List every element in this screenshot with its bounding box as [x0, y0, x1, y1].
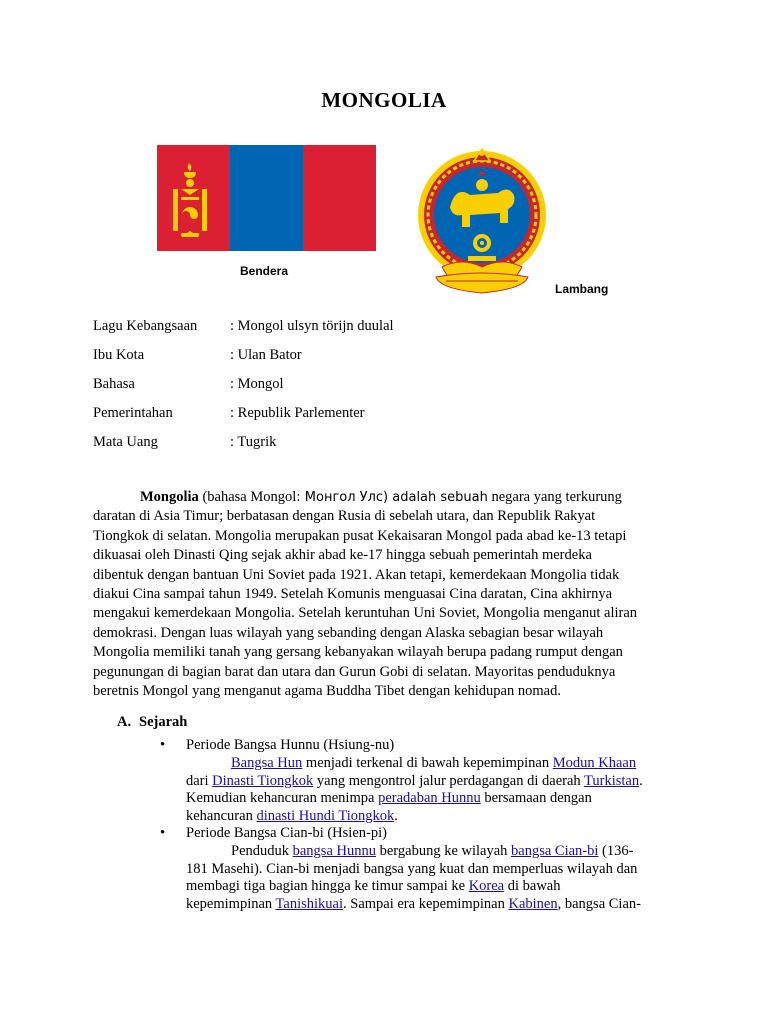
fact-value: : Mongol ulsyn törijn duulal — [230, 318, 394, 334]
bullet-icon: • — [160, 737, 166, 753]
link-tanishikuai[interactable]: Tanishikuai — [275, 896, 343, 913]
intro-text: negara yang terkurung — [491, 489, 622, 505]
link-bangsa-hunnu[interactable]: bangsa Hunnu — [292, 842, 376, 859]
link-korea[interactable]: Korea — [468, 878, 505, 895]
text: di bawah — [507, 878, 561, 895]
paragraph-line: Mongolia memiliki tanah yang gersang kebanyakan wilayah berupa padang rumput dengan — [93, 644, 623, 661]
text: kehancuran — [186, 808, 253, 825]
text: . — [639, 772, 643, 789]
paragraph-line: dikuasai oleh Dinasti Qing sejak akhir abad ke-17 hingga sebuah pemerintah merdeka — [93, 547, 592, 564]
link-kabinen[interactable]: Kabinen — [508, 896, 558, 913]
flag-center-band — [230, 145, 303, 251]
list-item-line — [186, 755, 676, 773]
list-item-line — [186, 808, 676, 826]
text: . — [394, 808, 398, 825]
paragraph-line: demokrasi. Dengan luas wilayah yang sebanding dengan Alaska sebagian besar wilayah — [93, 624, 604, 641]
fact-label: Bahasa — [93, 376, 135, 392]
text: Kemudian kehancuran menimpa — [186, 790, 375, 807]
paragraph-line: pegunungan di bagian barat dan utara dan Gurun Gobi di selatan. Mayoritas penduduknya — [93, 663, 616, 680]
link-peradaban-hunnu[interactable]: peradaban Hunnu — [378, 790, 481, 807]
mongolia-emblem-image — [412, 145, 552, 297]
paragraph-line: daratan di Asia Timur; berbatasan dengan Rusia di sebelah utara, dan Republik Rakyat — [93, 508, 596, 525]
link-bangsa-cian-bi[interactable]: bangsa Cian-bi — [511, 842, 599, 859]
intro-text-cyrillic: : Монгол Улс) adalah sebuah — [296, 490, 488, 505]
page-title: MONGOLIA — [321, 88, 447, 112]
fact-value: : Republik Parlementer — [230, 405, 365, 421]
text: bersamaan dengan — [484, 790, 592, 807]
fact-row-government — [93, 401, 394, 430]
section-number: A. — [117, 714, 132, 730]
link-turkistan[interactable]: Turkistan — [584, 772, 640, 789]
list-item-line: 181 Masehi). Cian-bi menjadi bangsa yang kuat dan memperluas wilayah dan — [186, 860, 638, 877]
list-item-line — [186, 896, 676, 914]
link-dinasti-hundi-tiongkok[interactable]: dinasti Hundi Tiongkok — [256, 808, 395, 825]
mongolia-flag-image — [157, 145, 376, 251]
fact-row-capital — [93, 343, 394, 372]
paragraph-line: mengakui kemerdekaan Mongolia. Setelah keruntuhan Uni Soviet, Mongolia menganut aliran — [93, 605, 638, 622]
text: dari — [186, 772, 209, 789]
list-item-line — [186, 843, 676, 861]
text: , bangsa Cian- — [557, 896, 641, 913]
fact-row-anthem — [93, 314, 394, 343]
fact-row-currency — [93, 430, 394, 459]
fact-label: Mata Uang — [93, 434, 158, 450]
flag-right-band — [303, 145, 376, 251]
text: membagi tiga bagian hingga ke timur sampai ke — [186, 878, 466, 895]
link-modun-khaan[interactable]: Modun Khaan — [552, 754, 637, 771]
bullet-icon: • — [160, 825, 166, 841]
text: Penduduk — [231, 842, 289, 859]
link-dinasti-tiongkok[interactable]: Dinasti Tiongkok — [212, 772, 314, 789]
intro-text: (bahasa Mongol — [202, 489, 297, 505]
fact-label: Lagu Kebangsaan — [93, 318, 198, 334]
facts-table — [93, 314, 394, 459]
intro-paragraph — [93, 488, 663, 701]
paragraph-line: Tiongkok di selatan. Mongolia merupakan pusat Kekaisaran Mongol pada abad ke-13 tetapi — [93, 527, 627, 544]
paragraph-line: beretnis Mongol yang menganut agama Buddha Tibet dengan kehidupan nomad. — [93, 683, 561, 700]
list-item-heading: Periode Bangsa Cian-bi (Hsien-pi) — [186, 825, 387, 841]
intro-bold-term: Mongolia — [140, 489, 199, 505]
fact-row-language — [93, 372, 394, 401]
text: (136- — [602, 842, 634, 859]
fact-value: : Mongol — [230, 376, 284, 392]
fact-value: : Ulan Bator — [230, 347, 302, 363]
paragraph-line: diakui Cina sampai tahun 1949. Setelah Komunis menguasai Cina daratan, Cina akhirnya — [93, 586, 613, 603]
fact-label: Ibu Kota — [93, 347, 145, 363]
fact-label: Pemerintahan — [93, 405, 173, 421]
paragraph-line: dibentuk dengan bantuan Uni Soviet pada 1921. Akan tetapi, kemerdekaan Mongolia tidak — [93, 566, 620, 583]
list-item-hunnu — [186, 737, 676, 826]
list-item-line — [186, 790, 676, 808]
emblem-caption: Lambang — [555, 282, 609, 296]
section-heading — [117, 714, 187, 731]
lotus-base-icon — [436, 262, 528, 293]
flag-caption: Bendera — [240, 264, 289, 278]
list-item-cian-bi — [186, 825, 676, 914]
text: . Sampai era kepemimpinan — [343, 896, 505, 913]
fact-value: : Tugrik — [230, 434, 277, 450]
dharma-wheel-icon — [473, 234, 491, 252]
text: yang mengontrol jalur perdagangan di daerah — [316, 772, 581, 789]
list-item-line — [186, 878, 676, 896]
text: bergabung ke wilayah — [379, 842, 508, 859]
list-item-heading: Periode Bangsa Hunnu (Hsiung-nu) — [186, 737, 395, 753]
section-title: Sejarah — [139, 714, 188, 730]
paragraph-line — [93, 488, 663, 507]
list-item-line — [186, 773, 676, 791]
text: kepemimpinan — [186, 896, 273, 913]
text: menjadi terkenal di bawah kepemimpinan — [305, 754, 550, 771]
link-bangsa-hun[interactable]: Bangsa Hun — [231, 754, 303, 771]
